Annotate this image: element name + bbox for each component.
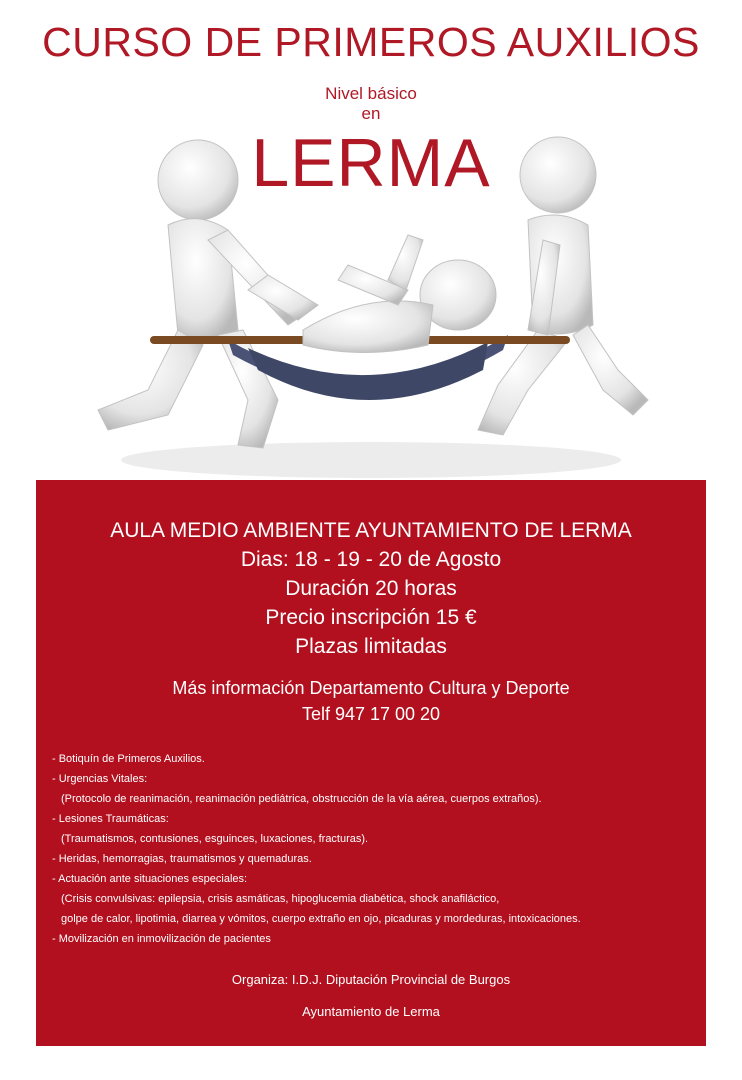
course-preposition: en [361, 104, 381, 123]
list-item: (Crisis convulsivas: epilepsia, crisis asmáticas, hipoglucemia diabética, shock anafiláctico, [61, 893, 500, 905]
more-info-text: Más información Departamento Cultura y Deporte [172, 678, 570, 698]
list-item: (Traumatismos, contusiones, esguinces, luxaciones, fracturas). [61, 833, 369, 845]
list-item: - Lesiones Traumáticas: [52, 813, 169, 825]
list-item: - Movilización en inmovilización de pacientes [52, 933, 271, 945]
list-item: golpe de calor, lipotimia, diarrea y vómitos, cuerpo extraño en ojo, picaduras y mordeduras, intoxicaciones. [61, 913, 581, 925]
list-item: (Protocolo de reanimación, reanimación pediátrica, obstrucción de la vía aérea, cuerpos extraños). [61, 793, 542, 805]
list-item: - Urgencias Vitales: [52, 773, 148, 785]
phone-text: Telf 947 17 00 20 [301, 704, 441, 724]
course-location: LERMA [251, 125, 491, 201]
details-panel [36, 480, 706, 1046]
price-text: Precio inscripción 15 € [265, 606, 477, 629]
course-title: CURSO DE PRIMEROS AUXILIOS [42, 19, 700, 65]
dates-text: Dias: 18 - 19 - 20 de Agosto [240, 548, 502, 571]
list-item: - Actuación ante situaciones especiales: [52, 873, 248, 885]
list-item: - Heridas, hemorragias, traumatismos y quemaduras. [52, 853, 312, 865]
duration-text: Duración 20 horas [285, 577, 457, 600]
organizer-text: Organiza: I.D.J. Diputación Provincial de Burgos [231, 972, 511, 987]
co-organizer-text: Ayuntamiento de Lerma [302, 1004, 440, 1019]
list-item: - Botiquín de Primeros Auxilios. [52, 753, 205, 765]
venue-text: AULA MEDIO AMBIENTE AYUNTAMIENTO DE LERMA [110, 519, 632, 542]
places-text: Plazas limitadas [295, 635, 447, 658]
topics-list [36, 749, 706, 949]
course-level: Nivel básico [325, 84, 417, 103]
